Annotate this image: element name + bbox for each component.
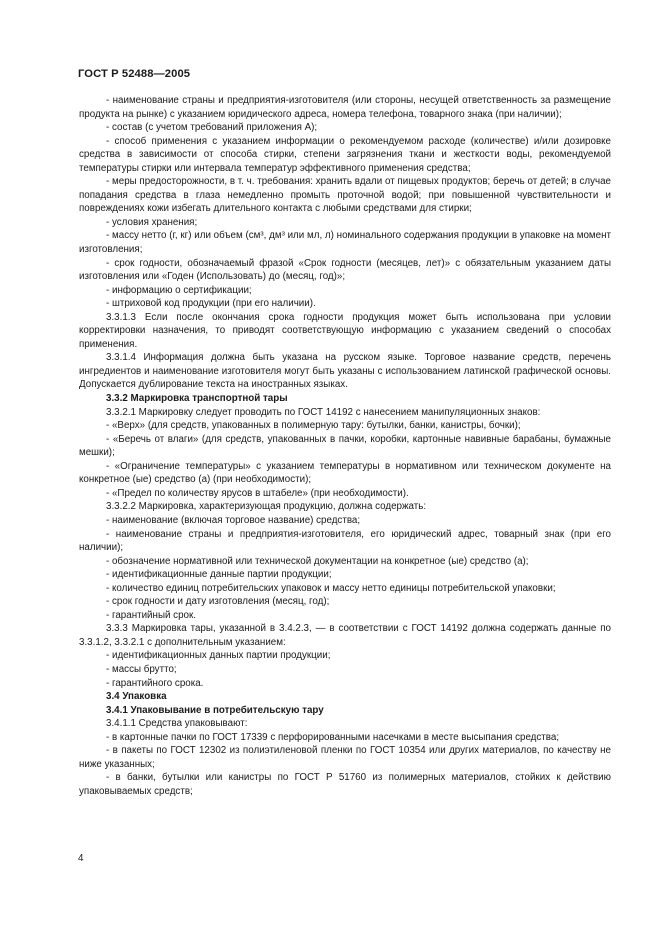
paragraph-usage: - способ применения с указанием информации о рекомендуемом расходе (количестве) и/или дозировке средства в зависимости от способа стирки, степени загрязнения ткани и жесткости воды, рекомендуемой температуры стирки или интервала температур эффективного применения средства; [79, 135, 611, 174]
paragraph-country-manufacturer: - наименование страны и предприятия-изготовителя, его юридический адрес, товарный знак (при его наличии); [79, 528, 611, 554]
paragraph-documentation: - обозначение нормативной или технической документации на конкретное (ые) средство (а); [106, 555, 529, 567]
paragraph-batch-data: - идентификационных данных партии продукции; [106, 650, 331, 662]
document-header: ГОСТ Р 52488—2005 [78, 68, 191, 80]
paragraph-storage: - условия хранения; [106, 216, 198, 228]
paragraph-composition: - состав (с учетом требований приложения А); [106, 122, 318, 134]
paragraph-cardboard-packs: - в картонные пачки по ГОСТ 17339 с перфорированными насечками в месте высыпания средства; [106, 731, 560, 743]
paragraph-product-name: - наименование (включая торговое название) средства; [106, 514, 361, 526]
paragraph-3-4-1-1: 3.4.1.1 Средства упаковывают: [106, 718, 248, 730]
paragraph-3-3-1-3: 3.3.1.3 Если после окончания срока годности продукция может быть использована при условии корректировки назначения, то приводят соответствующую информацию с указанием сведений о способах применения. [79, 311, 611, 350]
paragraph-3-3-1-4: 3.3.1.4 Информация должна быть указана на русском языке. Торговое название средств, перечень ингредиентов и наименование изготовителя могут быть указаны с использованием латинской графической основы. Допускается дублирование текста на иностранных языках. [79, 352, 611, 391]
paragraph-manufacturer: - наименование страны и предприятия-изготовителя (или стороны, несущей ответственность за размещение продукта на рынке) с указанием юридического адреса, номера телефона, товарного знака (при наличии); [79, 95, 611, 120]
heading-3-4: 3.4 Упаковка [106, 691, 167, 703]
paragraph-warranty: - гарантийный срок. [106, 609, 196, 621]
paragraph-sign-top: - «Верх» (для средств, упакованных в полимерную тару: бутылки, банки, канистры, бочки); [106, 420, 521, 432]
paragraph-sign-stack-limit: - «Предел по количеству ярусов в штабеле» (при необходимости). [106, 487, 409, 499]
paragraph-3-3-2-2: 3.3.2.2 Маркировка, характеризующая продукцию, должна содержать: [106, 501, 427, 513]
paragraph-shelf-life: - срок годности, обозначаемый фразой «Срок годности (месяцев, лет)» с обязательным указанием даты изготовления или «Годен (Использовать) до (месяц, год)»; [79, 257, 611, 283]
paragraph-warranty-period: - гарантийного срока. [106, 677, 204, 689]
paragraph-sign-moisture: - «Беречь от влаги» (для средств, упакованных в пачки, коробки, картонные навивные барабаны, бумажные мешки); [79, 433, 611, 459]
paragraph-shelf-date: - срок годности и дату изготовления (месяц, год); [106, 596, 330, 608]
heading-3-3-2: 3.3.2 Маркировка транспортной тары [106, 393, 288, 405]
paragraph-polymer-containers: - в банки, бутылки или канистры по ГОСТ Р 51760 из полимерных материалов, стойких к действию упаковываемых средств; [79, 772, 611, 797]
paragraph-package-count: - количество единиц потребительских упаковок и массу нетто единицы потребительской упаковки; [106, 582, 556, 594]
paragraph-gross-mass: - массы брутто; [106, 663, 177, 675]
paragraph-sign-temperature: - «Ограничение температуры» с указанием температуры в нормативном или техническом документе на конкретное (ые) средство (а) (при необходимости); [79, 460, 611, 486]
paragraph-polyethylene-bags: - в пакеты по ГОСТ 12302 из полиэтиленовой пленки по ГОСТ 10354 или других материалов, по качеству не ниже указанных; [79, 745, 611, 770]
paragraph-barcode: - штриховой код продукции (при его наличии). [106, 298, 316, 310]
paragraph-3-3-3: 3.3.3 Маркировка тары, указанной в 3.4.2.3, — в соответствии с ГОСТ 14192 должна содержать данные по 3.3.1.2, 3.3.2.1 с дополнительным указанием: [79, 623, 611, 648]
heading-3-4-1: 3.4.1 Упаковывание в потребительскую тару [106, 704, 324, 716]
paragraph-certification: - информацию о сертификации; [106, 284, 252, 296]
paragraph-batch-id: - идентификационные данные партии продукции; [106, 569, 332, 581]
document-body [79, 94, 611, 798]
page-number: 4 [78, 853, 84, 864]
paragraph-precautions: - меры предосторожности, в т. ч. требования: хранить вдали от пищевых продуктов; беречь от детей; в случае попадания средства в глаза немедленно промыть проточной водой; при повышенной чувствительности и повреждениях кожи избегать длительного контакта с любыми средствами для стирки; [79, 176, 611, 215]
paragraph-net-mass: - массу нетто (г, кг) или объем (см³, дм³ или мл, л) номинального содержания продукции в упаковке на момент изготовления; [79, 230, 611, 256]
paragraph-3-3-2-1: 3.3.2.1 Маркировку следует проводить по ГОСТ 14192 с нанесением манипуляционных знаков: [106, 406, 541, 418]
